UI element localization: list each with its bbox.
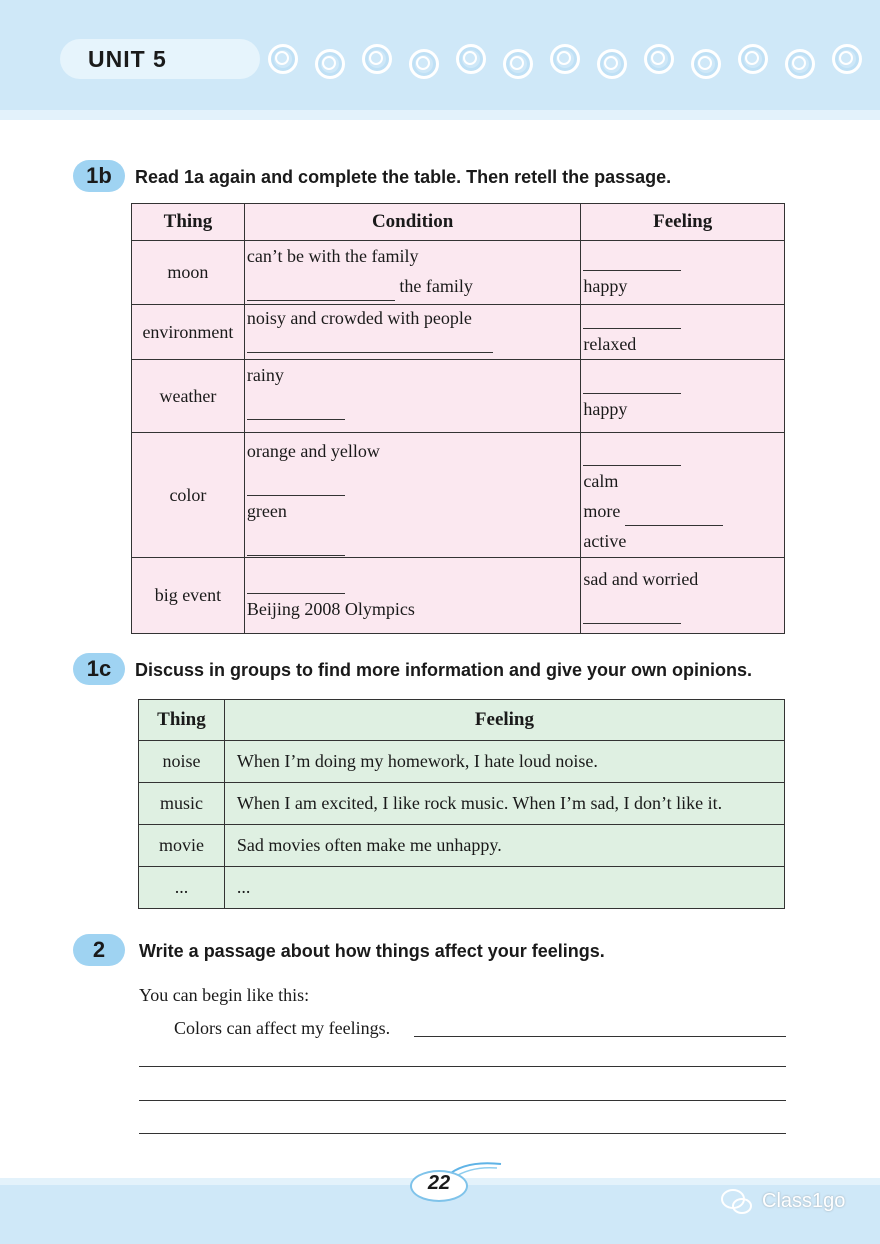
feeling-cell [581, 241, 785, 305]
section-1b-instruction: Read 1a again and complete the table. Then retell the passage. [135, 167, 672, 187]
feeling-text: happy [583, 399, 628, 419]
column-header: Feeling [224, 700, 784, 741]
feeling-cell: ... [224, 867, 784, 909]
ring-icon [362, 44, 392, 74]
thing-cell: environment [132, 305, 245, 360]
condition-text: rainy [246, 365, 284, 385]
writing-line[interactable] [414, 1036, 786, 1037]
ring-icon [832, 44, 862, 74]
section-1c-badge: 1c [73, 653, 125, 685]
feelings-table-1c [138, 699, 785, 909]
condition-cell [244, 305, 580, 360]
feeling-cell [581, 360, 785, 433]
ring-icon [456, 44, 486, 74]
ring-icon [550, 44, 580, 74]
thing-cell: big event [132, 558, 245, 634]
feeling-cell [581, 558, 785, 634]
writing-intro: You can begin like this: [139, 985, 310, 1005]
feeling-cell [581, 433, 785, 558]
table-row [139, 741, 785, 783]
answer-blank[interactable] [247, 399, 345, 420]
ring-icon [738, 44, 768, 74]
ring-icon [644, 44, 674, 74]
section-1b-badge: 1b [73, 160, 125, 192]
condition-cell [244, 433, 580, 558]
ring-icon [503, 49, 533, 79]
column-header: Feeling [581, 204, 785, 241]
page-number: 22 [427, 1172, 451, 1194]
feeling-cell: When I’m doing my homework, I hate loud noise. [224, 741, 784, 783]
ring-icon [597, 49, 627, 79]
column-header: Condition [244, 204, 580, 241]
answer-blank[interactable] [247, 332, 493, 353]
condition-text: noisy and crowded with people [246, 308, 472, 328]
table-row [132, 360, 785, 433]
condition-text: green [246, 501, 287, 521]
section-1c-instruction: Discuss in groups to find more information and give your own opinions. [135, 660, 753, 680]
answer-blank[interactable] [247, 475, 345, 496]
ring-icon [268, 44, 298, 74]
ring-icon [409, 49, 439, 79]
condition-cell [244, 558, 580, 634]
answer-blank[interactable] [583, 250, 681, 271]
answer-blank[interactable] [247, 280, 395, 301]
feeling-cell [581, 305, 785, 360]
feeling-text: more [583, 501, 621, 521]
condition-text: can’t be with the family [246, 246, 419, 266]
ring-icon [785, 49, 815, 79]
thing-cell: movie [139, 825, 225, 867]
condition-text: orange and yellow [246, 441, 380, 461]
thing-cell: weather [132, 360, 245, 433]
answer-blank[interactable] [583, 445, 681, 466]
feeling-text: sad and worried [583, 569, 699, 589]
thing-cell: color [132, 433, 245, 558]
answer-blank[interactable] [625, 505, 723, 526]
answer-blank[interactable] [247, 535, 345, 556]
table-row [132, 305, 785, 360]
feeling-text: happy [583, 276, 628, 296]
writing-line[interactable] [139, 1133, 786, 1134]
feeling-cell: When I am excited, I like rock music. When I’m sad, I don’t like it. [224, 783, 784, 825]
condition-cell [244, 241, 580, 305]
table-header-row [132, 204, 785, 241]
answer-blank[interactable] [583, 373, 681, 394]
feelings-table-1b [131, 203, 785, 634]
unit-title: UNIT 5 [88, 46, 167, 72]
writing-starter: Colors can affect my feelings. [174, 1018, 391, 1038]
section-2-instruction: Write a passage about how things affect your feelings. [139, 941, 605, 961]
section-2-badge: 2 [73, 934, 125, 966]
writing-line[interactable] [139, 1066, 786, 1067]
writing-line[interactable] [139, 1100, 786, 1101]
thing-cell: music [139, 783, 225, 825]
feeling-text: relaxed [583, 334, 637, 354]
table-row [139, 867, 785, 909]
table-header-row [139, 700, 785, 741]
feeling-cell: Sad movies often make me unhappy. [224, 825, 784, 867]
feeling-text: calm [583, 471, 619, 491]
table-row [132, 433, 785, 558]
thing-cell: moon [132, 241, 245, 305]
table-row [139, 825, 785, 867]
condition-text: Beijing 2008 Olympics [246, 599, 415, 619]
header-strip [0, 110, 880, 120]
feeling-text: active [583, 531, 627, 551]
condition-cell [244, 360, 580, 433]
condition-text: the family [399, 276, 473, 296]
answer-blank[interactable] [583, 308, 681, 329]
thing-cell: noise [139, 741, 225, 783]
ring-icon [691, 49, 721, 79]
thing-cell: ... [139, 867, 225, 909]
table-row [139, 783, 785, 825]
answer-blank[interactable] [247, 573, 345, 594]
column-header: Thing [132, 204, 245, 241]
column-header: Thing [139, 700, 225, 741]
watermark: Class1go [762, 1190, 846, 1212]
answer-blank[interactable] [583, 603, 681, 624]
table-row [132, 558, 785, 634]
wechat-icon [718, 1186, 758, 1218]
ring-icon [315, 49, 345, 79]
table-row [132, 241, 785, 305]
